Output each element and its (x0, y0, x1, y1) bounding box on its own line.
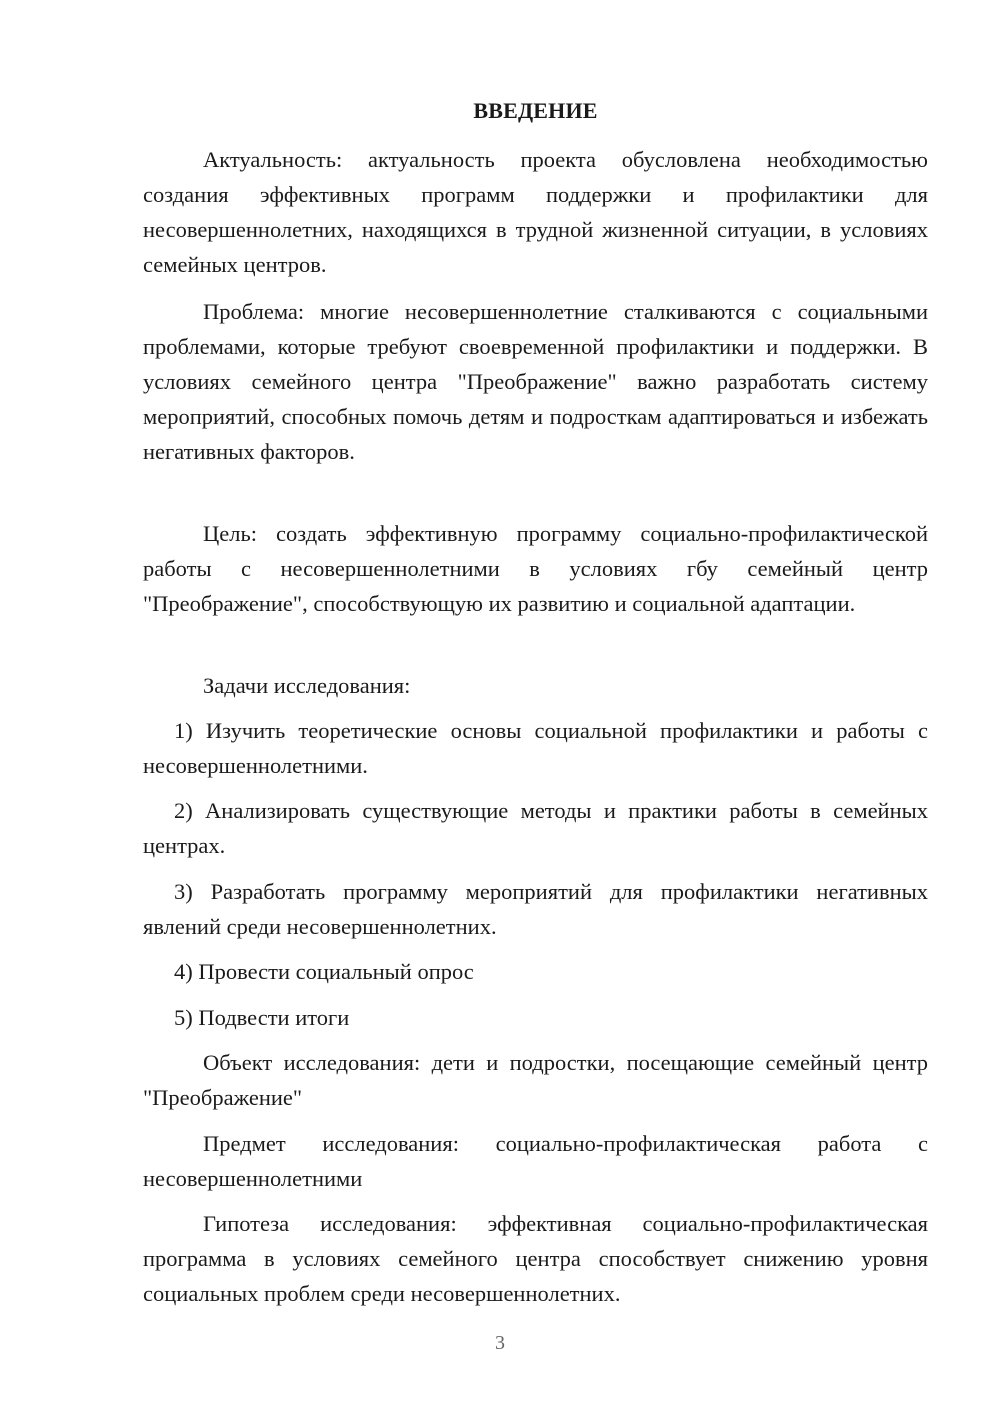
task-item-1: 1) Изучить теоретические основы социальной профилактики и работы с несовершеннолетними. (143, 718, 928, 778)
task-item-4: 4) Провести социальный опрос (174, 959, 474, 984)
task-item-5: 5) Подвести итоги (174, 1005, 350, 1030)
paragraph-object: Объект исследования: дети и подростки, посещающие семейный центр "Преображение" (143, 1050, 928, 1110)
paragraph-subject: Предмет исследования: социально-профилактическая работа с несовершеннолетними (143, 1131, 928, 1191)
task-item-2: 2) Анализировать существующие методы и практики работы в семейных центрах. (143, 798, 928, 858)
tasks-heading: Задачи исследования: (203, 673, 411, 698)
paragraph-problem: Проблема: многие несовершеннолетние сталкиваются с социальными проблемами, которые требуют своевременной профилактики и поддержки. В условиях семейного центра "Преображение" важно разработать систему мероприятий, способных помочь детям и подросткам адаптироваться и избежать негативных факторов. (143, 299, 928, 464)
page-number: 3 (495, 1332, 505, 1354)
task-item-3: 3) Разработать программу мероприятий для профилактики негативных явлений среди несовершеннолетних. (143, 879, 928, 939)
paragraph-hypothesis: Гипотеза исследования: эффективная социально-профилактическая программа в условиях семейного центра способствует снижению уровня социальных проблем среди несовершеннолетних. (143, 1211, 928, 1306)
paragraph-goal: Цель: создать эффективную программу социально-профилактической работы с несовершеннолетними в условиях гбу семейный центр "Преображение", способствующую их развитию и социальной адаптации. (143, 521, 928, 616)
paragraph-relevance: Актуальность: актуальность проекта обусловлена необходимостью создания эффективных программ поддержки и профилактики для несовершеннолетних, находящихся в трудной жизненной ситуации, в условиях семейных центров. (143, 147, 928, 277)
section-heading: ВВЕДЕНИЕ (473, 98, 598, 123)
